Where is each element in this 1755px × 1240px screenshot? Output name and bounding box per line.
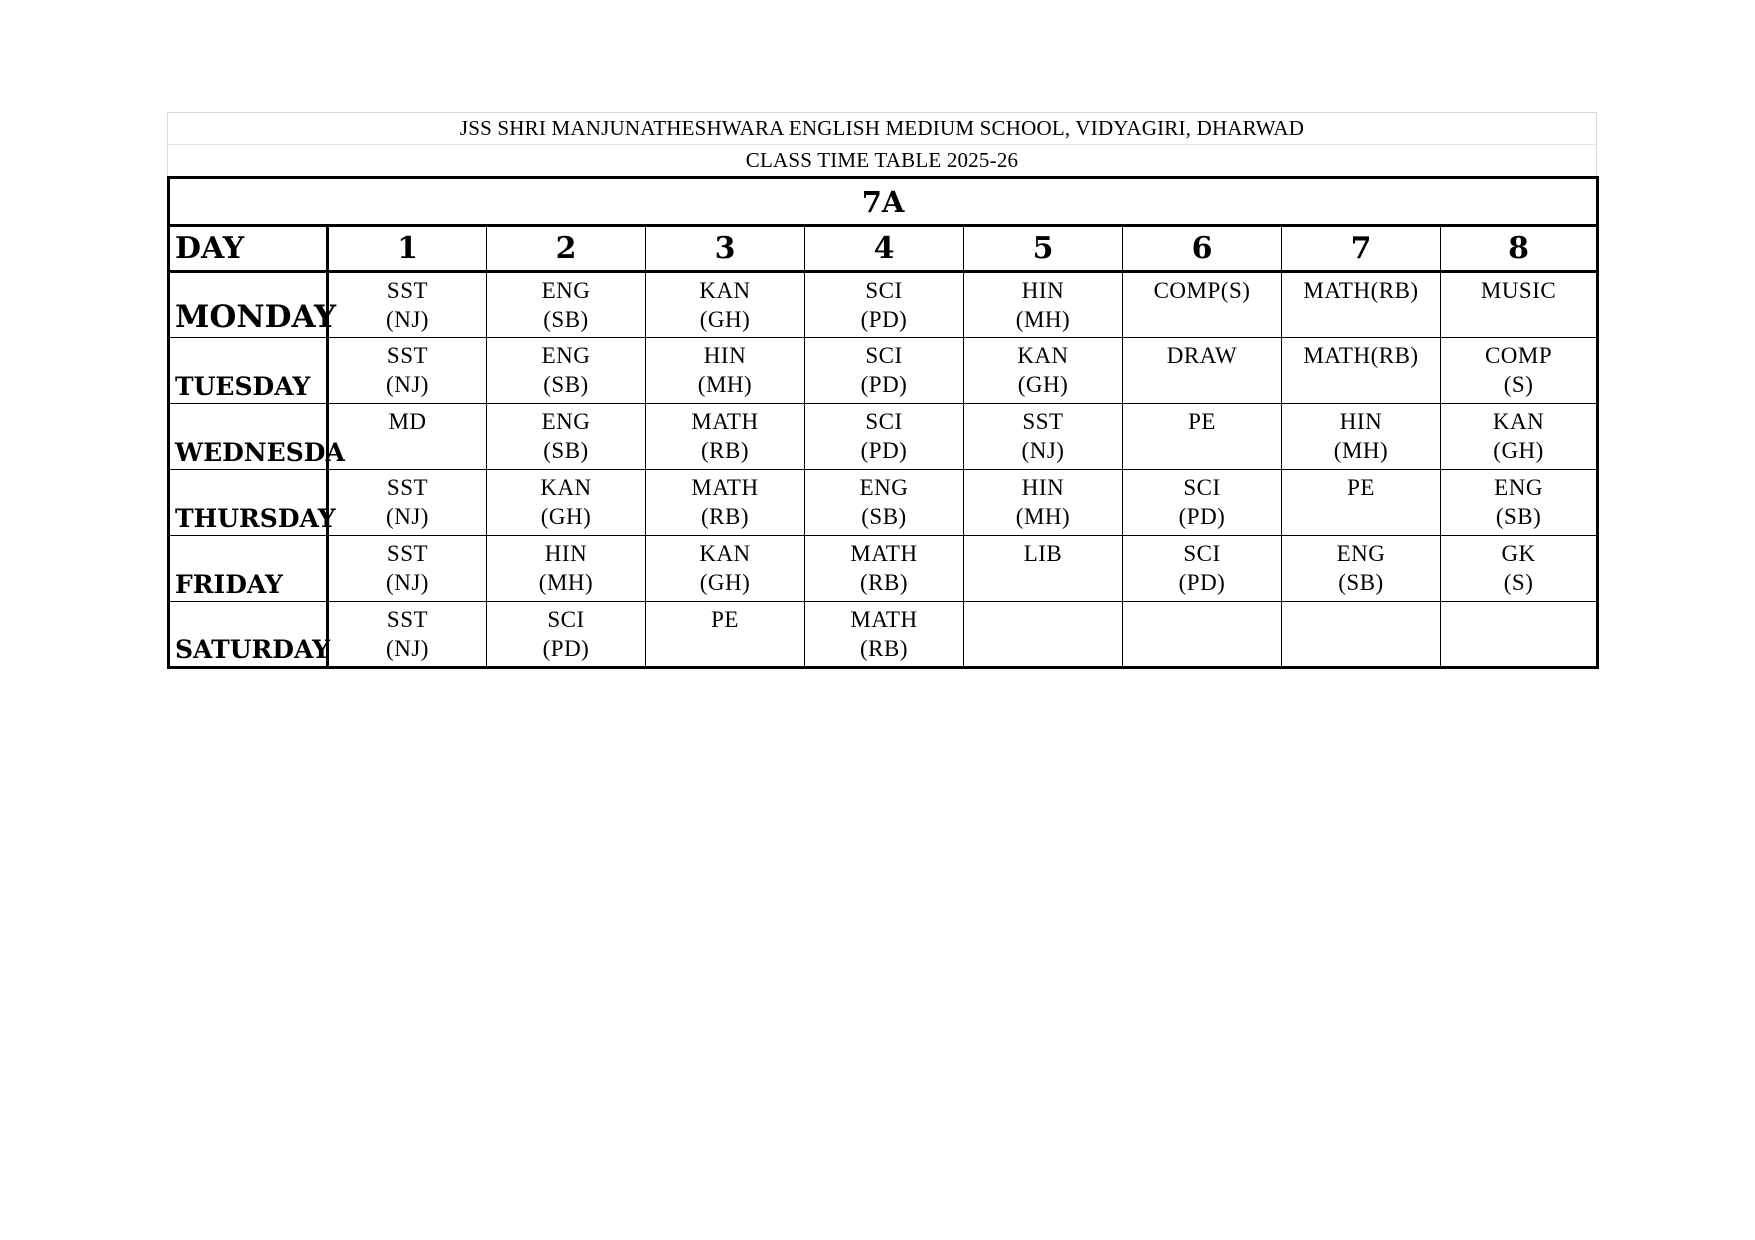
period-cell — [487, 470, 646, 536]
teacher-code: (SB) — [1495, 504, 1542, 529]
period-cell — [1441, 272, 1598, 338]
period-cell — [487, 338, 646, 404]
teacher-code: (MH) — [1015, 504, 1071, 529]
subject-name: HIN — [1339, 409, 1383, 434]
teacher-code: (SB) — [543, 307, 589, 332]
period-cell — [646, 602, 805, 668]
teacher-code: (PD) — [860, 307, 908, 332]
period-cell — [1123, 404, 1282, 470]
teacher-code: (SB) — [543, 438, 589, 463]
period-header-5: 5 — [964, 226, 1123, 272]
subject-name: SCI — [865, 278, 903, 303]
period-cell — [328, 338, 487, 404]
subject-name: ENG — [541, 343, 591, 368]
period-cell — [646, 338, 805, 404]
subject-name: SCI — [1183, 475, 1221, 500]
teacher-code: (NJ) — [1021, 438, 1065, 463]
period-cell — [1123, 272, 1282, 338]
subject-name: ENG — [541, 409, 591, 434]
teacher-code: (MH) — [1015, 307, 1071, 332]
period-cell — [328, 470, 487, 536]
subject-name: ENG — [1494, 475, 1543, 500]
subject-name: SCI — [865, 409, 903, 434]
period-cell — [964, 338, 1123, 404]
subject-name: SST — [386, 475, 429, 500]
teacher-code: (GH) — [1493, 438, 1544, 463]
teacher-code: (SB) — [1338, 570, 1384, 595]
period-cell — [964, 602, 1123, 668]
period-cell — [1123, 602, 1282, 668]
period-cell — [646, 404, 805, 470]
subject-name: MATH — [691, 409, 759, 434]
subject-name: PE — [1188, 409, 1216, 434]
subject-name: ENG — [541, 278, 591, 303]
teacher-code: (PD) — [1178, 570, 1226, 595]
subject-name: KAN — [1017, 343, 1069, 368]
period-cell — [487, 404, 646, 470]
teacher-code: (PD) — [860, 438, 908, 463]
period-cell — [1282, 602, 1441, 668]
teacher-code: (GH) — [1017, 372, 1069, 397]
period-cell — [964, 404, 1123, 470]
subject-name: HIN — [1021, 475, 1065, 500]
subject-name: SCI — [865, 343, 903, 368]
period-cell — [646, 470, 805, 536]
subject-name: KAN — [699, 278, 751, 303]
teacher-code: (RB) — [701, 504, 749, 529]
subject-name: MATH — [850, 541, 918, 566]
school-name: JSS SHRI MANJUNATHESHWARA ENGLISH MEDIUM SCHOOL, VIDYAGIRI, DHARWAD — [167, 112, 1597, 144]
subject-name: KAN — [1492, 409, 1545, 434]
subject-name: SST — [386, 278, 429, 303]
day-label: MONDAY — [169, 272, 328, 338]
teacher-code: (RB) — [860, 570, 908, 595]
period-cell — [1123, 338, 1282, 404]
period-header-3: 3 — [646, 226, 805, 272]
subject-name: COMP(S) — [1153, 278, 1251, 303]
class-name: 7A — [169, 178, 1598, 226]
period-header-7: 7 — [1282, 226, 1441, 272]
teacher-code: (PD) — [542, 636, 590, 661]
period-cell — [1282, 272, 1441, 338]
teacher-code: (PD) — [860, 372, 908, 397]
teacher-code: (S) — [1503, 372, 1534, 397]
teacher-code: (RB) — [860, 636, 908, 661]
teacher-code: (MH) — [538, 570, 594, 595]
subject-name: MD — [388, 409, 427, 434]
subject-name: MATH — [850, 607, 918, 632]
period-cell — [805, 272, 964, 338]
subject-name: LIB — [1023, 541, 1063, 566]
teacher-code: (NJ) — [386, 307, 429, 332]
subject-name: DRAW — [1166, 343, 1238, 368]
subject-name: KAN — [540, 475, 592, 500]
period-cell — [1441, 536, 1598, 602]
subject-name: SST — [1022, 409, 1064, 434]
subject-name: SCI — [547, 607, 585, 632]
period-cell — [805, 536, 964, 602]
subject-name: SST — [386, 541, 429, 566]
table-row — [169, 338, 1598, 404]
period-cell — [646, 536, 805, 602]
table-row — [169, 536, 1598, 602]
period-cell — [328, 272, 487, 338]
subject-name: ENG — [1336, 541, 1386, 566]
timetable-grid — [167, 176, 1599, 669]
subject-name: PE — [711, 607, 739, 632]
period-cell — [1441, 404, 1598, 470]
subject-name: PE — [1347, 475, 1375, 500]
teacher-code: (NJ) — [386, 372, 429, 397]
day-label: FRIDAY — [169, 536, 328, 602]
period-cell — [328, 536, 487, 602]
period-cell — [1441, 338, 1598, 404]
period-cell — [487, 536, 646, 602]
teacher-code: (S) — [1503, 570, 1534, 595]
teacher-code: (MH) — [1333, 438, 1389, 463]
day-label: TUESDAY — [169, 338, 328, 404]
table-row — [169, 404, 1598, 470]
timetable-sheet — [167, 112, 1597, 669]
period-cell — [487, 602, 646, 668]
period-cell — [1282, 470, 1441, 536]
subject-name: KAN — [699, 541, 751, 566]
subject-name: MATH(RB) — [1303, 343, 1419, 368]
period-header-6: 6 — [1123, 226, 1282, 272]
teacher-code: (MH) — [697, 372, 753, 397]
period-cell — [964, 470, 1123, 536]
period-cell — [964, 272, 1123, 338]
subject-name: SST — [386, 607, 429, 632]
subject-name: ENG — [859, 475, 909, 500]
day-label: WEDNESDA — [169, 404, 328, 470]
period-cell — [646, 272, 805, 338]
teacher-code: (SB) — [861, 504, 907, 529]
table-row — [169, 272, 1598, 338]
period-cell — [328, 602, 487, 668]
subject-name: HIN — [544, 541, 588, 566]
period-cell — [1282, 338, 1441, 404]
teacher-code: (GH) — [699, 307, 751, 332]
day-label: THURSDAY — [169, 470, 328, 536]
period-cell — [805, 404, 964, 470]
subject-name: MATH — [691, 475, 759, 500]
teacher-code: (GH) — [699, 570, 751, 595]
teacher-code: (PD) — [1178, 504, 1226, 529]
teacher-code: (RB) — [701, 438, 749, 463]
period-header-4: 4 — [805, 226, 964, 272]
period-cell — [487, 272, 646, 338]
period-cell — [964, 536, 1123, 602]
period-cell — [805, 602, 964, 668]
teacher-code: (NJ) — [386, 570, 429, 595]
period-header-1: 1 — [328, 226, 487, 272]
subject-name: MATH(RB) — [1303, 278, 1419, 303]
subject-name: SST — [386, 343, 429, 368]
period-cell — [1441, 602, 1598, 668]
period-cell — [1282, 536, 1441, 602]
subject-name: COMP — [1484, 343, 1553, 368]
teacher-code: (NJ) — [386, 636, 429, 661]
day-column-header: DAY — [169, 226, 328, 272]
subject-name: HIN — [1021, 278, 1065, 303]
period-header-2: 2 — [487, 226, 646, 272]
period-cell — [1282, 404, 1441, 470]
subject-name: SCI — [1183, 541, 1221, 566]
subject-name: MUSIC — [1480, 278, 1557, 303]
day-label: SATURDAY — [169, 602, 328, 668]
subject-name: GK — [1501, 541, 1536, 566]
period-cell — [805, 470, 964, 536]
table-row — [169, 602, 1598, 668]
period-cell — [1123, 470, 1282, 536]
timetable-title: CLASS TIME TABLE 2025-26 — [167, 144, 1597, 176]
period-header-8: 8 — [1441, 226, 1598, 272]
period-cell — [1441, 470, 1598, 536]
period-cell — [328, 404, 487, 470]
teacher-code: (GH) — [540, 504, 592, 529]
period-cell — [805, 338, 964, 404]
teacher-code: (NJ) — [386, 504, 429, 529]
period-cell — [1123, 536, 1282, 602]
subject-name: HIN — [703, 343, 747, 368]
table-row — [169, 470, 1598, 536]
teacher-code: (SB) — [543, 372, 589, 397]
